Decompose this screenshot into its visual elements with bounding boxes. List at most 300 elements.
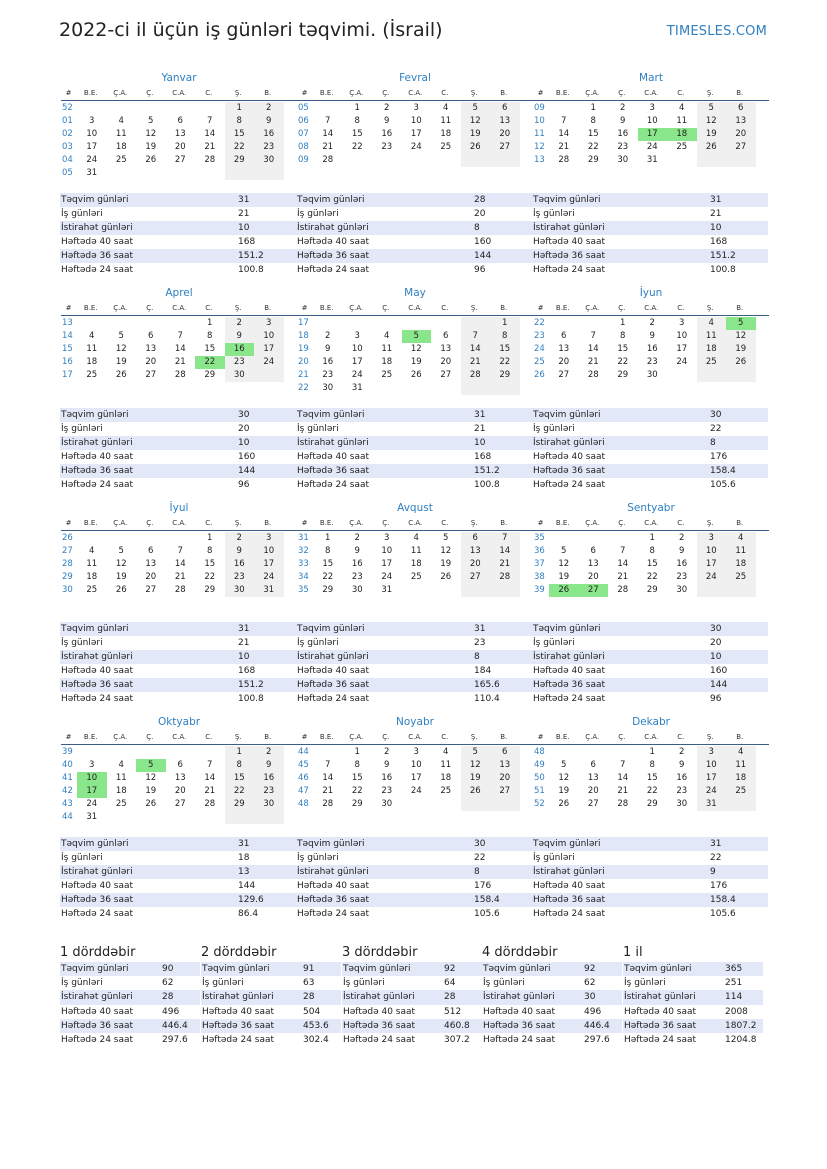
day-cell: 19 <box>697 128 727 141</box>
day-cell: 15 <box>587 129 599 139</box>
day-cell: 20 <box>490 772 520 785</box>
weekday-header-row <box>61 730 297 745</box>
day-cell: 13 <box>145 344 157 354</box>
day-cell: 12 <box>145 773 157 783</box>
stat-label: İstirahət günləri <box>297 652 369 662</box>
day-cell: 17 <box>381 559 393 569</box>
day-cell: 22 <box>204 572 216 582</box>
week-row <box>297 330 533 343</box>
day-cell: 30 <box>322 383 334 393</box>
weekday-header: B.E. <box>555 89 570 97</box>
day-cell: 2 <box>679 747 685 757</box>
stat-value: 10 <box>474 438 486 448</box>
day-cell: 15 <box>204 559 216 569</box>
day-cell <box>254 811 284 824</box>
stat-label: Həftədə 40 saat <box>533 666 606 676</box>
day-cell: 31 <box>351 383 363 393</box>
day-cell <box>136 102 166 115</box>
month-name: Dekabr <box>632 716 670 728</box>
week-row <box>61 330 297 343</box>
stat-label: Həftədə 36 saat <box>61 251 134 261</box>
day-cell: 28 <box>174 370 186 380</box>
day-cell <box>166 746 196 759</box>
stat-label: Həftədə 24 saat <box>61 265 134 275</box>
stat-label: Həftədə 36 saat <box>297 895 370 905</box>
week-number: 52 <box>62 103 73 113</box>
day-cell <box>726 584 756 597</box>
weekday-header-row <box>297 730 533 745</box>
day-cell: 5 <box>461 746 491 759</box>
summary-row <box>482 976 622 990</box>
day-cell <box>549 317 579 330</box>
week-number-header: # <box>537 519 544 527</box>
day-cell: 16 <box>322 357 334 367</box>
day-cell: 26 <box>145 155 157 165</box>
week-row <box>297 785 533 798</box>
day-cell: 6 <box>177 760 183 770</box>
weekday-header: C. <box>205 733 213 741</box>
summary-value: 446.4 <box>584 1020 610 1031</box>
day-cell: 19 <box>558 786 570 796</box>
day-cell: 23 <box>617 142 629 152</box>
stat-label: Həftədə 24 saat <box>533 265 606 275</box>
week-number: 33 <box>298 559 309 569</box>
week-row <box>533 759 769 772</box>
stat-value: 8 <box>474 223 480 233</box>
day-cell <box>461 317 491 330</box>
day-cell: 6 <box>490 102 520 115</box>
week-number: 51 <box>534 786 545 796</box>
day-cell: 16 <box>254 772 284 785</box>
weekday-header: B.E. <box>555 304 570 312</box>
day-cell <box>402 317 432 330</box>
day-cell: 9 <box>254 115 284 128</box>
stat-row <box>296 650 532 664</box>
day-cell: 17 <box>77 785 107 798</box>
day-cell: 14 <box>174 559 186 569</box>
week-number: 19 <box>298 344 309 354</box>
stat-label: Həftədə 40 saat <box>61 881 134 891</box>
stat-label: İş günləri <box>297 209 339 219</box>
day-cell: 8 <box>207 546 213 556</box>
day-cell: 25 <box>726 571 756 584</box>
day-cell: 29 <box>322 585 334 595</box>
day-cell: 9 <box>384 116 390 126</box>
day-cell <box>107 746 137 759</box>
stat-value: 30 <box>474 839 486 849</box>
weekday-header: B. <box>736 733 744 741</box>
stat-value: 21 <box>238 209 250 219</box>
day-cell: 18 <box>440 129 452 139</box>
weekday-header: Ş. <box>470 519 478 527</box>
week-row <box>61 141 297 154</box>
stat-label: Təqvim günləri <box>297 624 365 634</box>
stat-row <box>296 865 532 879</box>
day-cell <box>697 154 727 167</box>
day-cell: 1 <box>649 747 655 757</box>
stat-value: 13 <box>238 867 250 877</box>
stat-value: 100.8 <box>710 265 736 275</box>
month-name: İyul <box>169 502 189 514</box>
stat-row <box>532 692 768 706</box>
week-row <box>297 759 533 772</box>
day-cell: 6 <box>490 746 520 759</box>
week-number: 35 <box>534 533 545 543</box>
stat-value: 96 <box>474 265 486 275</box>
day-cell: 22 <box>351 142 363 152</box>
day-cell: 16 <box>351 559 363 569</box>
stat-row <box>532 249 768 263</box>
day-cell: 25 <box>697 356 727 369</box>
day-cell: 14 <box>204 129 216 139</box>
stat-value: 86.4 <box>238 909 259 919</box>
summary-value: 446.4 <box>162 1020 188 1031</box>
stat-value: 110.4 <box>474 694 500 704</box>
day-cell: 23 <box>676 786 688 796</box>
summary-title: 1 dörddəbir <box>60 945 136 960</box>
day-cell: 31 <box>254 584 284 597</box>
day-cell: 28 <box>322 155 334 165</box>
stat-row <box>296 221 532 235</box>
weekday-header: B.E. <box>83 733 98 741</box>
stat-value: 31 <box>238 839 250 849</box>
weekday-header: C.A. <box>644 733 659 741</box>
day-cell: 17 <box>410 129 422 139</box>
day-cell: 9 <box>679 546 685 556</box>
stat-row <box>296 879 532 893</box>
week-row <box>61 811 297 824</box>
day-cell <box>608 532 638 545</box>
day-cell: 29 <box>204 370 216 380</box>
day-cell: 3 <box>254 317 284 330</box>
summary-value: 504 <box>303 1006 321 1017</box>
week-number: 03 <box>62 142 73 152</box>
day-cell <box>579 746 609 759</box>
day-cell <box>697 584 727 597</box>
day-cell: 16 <box>381 129 393 139</box>
stat-label: Həftədə 36 saat <box>297 680 370 690</box>
day-cell: 18 <box>115 786 127 796</box>
stat-label: Həftədə 24 saat <box>297 265 370 275</box>
week-number: 34 <box>298 572 309 582</box>
month-name: Avqust <box>397 502 433 514</box>
stat-label: İstirahət günləri <box>61 438 133 448</box>
day-cell: 6 <box>177 116 183 126</box>
week-number: 48 <box>298 799 309 809</box>
day-cell: 21 <box>490 558 520 571</box>
day-cell <box>431 382 461 395</box>
stat-row <box>532 893 768 907</box>
day-cell: 23 <box>322 370 334 380</box>
summary-label: İş günləri <box>343 978 385 989</box>
stat-value: 10 <box>710 223 722 233</box>
stat-row <box>60 478 296 492</box>
day-cell: 5 <box>697 102 727 115</box>
day-cell <box>431 154 461 167</box>
stat-row <box>296 263 532 277</box>
day-cell: 24 <box>410 786 422 796</box>
day-cell <box>402 798 432 811</box>
stat-row <box>296 636 532 650</box>
stat-value: 176 <box>710 881 728 891</box>
summary-value: 114 <box>725 992 743 1003</box>
day-cell: 10 <box>86 129 98 139</box>
day-cell: 29 <box>351 799 363 809</box>
stat-row <box>60 622 296 636</box>
stat-row <box>532 263 768 277</box>
summary-value: 91 <box>303 964 315 974</box>
summary-row <box>482 1019 622 1033</box>
day-cell: 10 <box>697 545 727 558</box>
day-cell: 3 <box>649 103 655 113</box>
day-cell: 12 <box>726 330 756 343</box>
month-name: Aprel <box>165 287 193 299</box>
summary-value: 496 <box>162 1006 180 1017</box>
day-cell <box>136 811 166 824</box>
day-cell: 15 <box>351 129 363 139</box>
summary-label: Həftədə 40 saat <box>343 1006 416 1017</box>
day-cell: 25 <box>381 370 393 380</box>
day-cell: 29 <box>646 585 658 595</box>
week-row <box>297 115 533 128</box>
stat-row <box>60 263 296 277</box>
day-cell: 5 <box>726 317 756 330</box>
week-number: 17 <box>62 370 73 380</box>
stat-label: Təqvim günləri <box>297 839 365 849</box>
stat-value: 18 <box>238 853 250 863</box>
week-row <box>533 356 769 369</box>
day-cell: 25 <box>726 785 756 798</box>
summary-value: 92 <box>444 964 456 974</box>
day-cell: 19 <box>115 572 127 582</box>
week-number: 12 <box>534 142 545 152</box>
day-cell: 17 <box>697 772 727 785</box>
week-row <box>61 772 297 785</box>
day-cell: 4 <box>118 116 124 126</box>
day-cell <box>107 532 137 545</box>
weekday-header: C. <box>441 519 449 527</box>
summary-title: 4 dörddəbir <box>482 945 558 960</box>
day-cell: 8 <box>225 759 255 772</box>
day-cell: 18 <box>381 357 393 367</box>
weekday-header: B.E. <box>83 519 98 527</box>
summary-row <box>201 976 341 990</box>
day-cell: 12 <box>558 559 570 569</box>
weekday-header: Ç.A. <box>585 733 600 741</box>
day-cell: 17 <box>410 773 422 783</box>
weekday-header: Ş. <box>706 733 714 741</box>
day-cell: 8 <box>325 546 331 556</box>
weekday-header: C.A. <box>172 89 187 97</box>
day-cell: 24 <box>86 155 98 165</box>
stat-label: İş günləri <box>61 424 103 434</box>
stat-value: 30 <box>710 624 722 634</box>
stat-row <box>532 221 768 235</box>
week-number: 30 <box>62 585 73 595</box>
day-cell <box>490 798 520 811</box>
stat-value: 144 <box>238 466 256 476</box>
stat-row <box>60 450 296 464</box>
weekday-header: C. <box>205 519 213 527</box>
weekday-header: Ç. <box>146 89 154 97</box>
summary-row <box>60 976 200 990</box>
day-cell: 13 <box>490 759 520 772</box>
month-stats <box>532 837 768 921</box>
day-cell: 23 <box>225 571 255 584</box>
day-cell: 9 <box>384 760 390 770</box>
summary-row <box>623 962 763 976</box>
summary-value: 92 <box>584 964 596 974</box>
week-row <box>533 343 769 356</box>
week-number: 26 <box>534 370 545 380</box>
day-cell: 18 <box>667 128 697 141</box>
week-number: 38 <box>534 572 545 582</box>
week-number: 13 <box>62 318 73 328</box>
day-cell: 27 <box>145 370 157 380</box>
summary-row <box>60 962 200 976</box>
summary-label: Həftədə 24 saat <box>61 1034 134 1045</box>
week-row <box>533 317 769 330</box>
stat-value: 176 <box>710 452 728 462</box>
stat-label: Təqvim günləri <box>533 839 601 849</box>
stat-label: İstirahət günləri <box>533 223 605 233</box>
month-calendar <box>61 70 297 180</box>
summary-value: 1204.8 <box>725 1034 757 1045</box>
day-cell <box>402 584 432 597</box>
weekday-header: Ç.A. <box>585 519 600 527</box>
day-cell: 4 <box>384 331 390 341</box>
day-cell: 15 <box>646 773 658 783</box>
stat-row <box>296 907 532 921</box>
day-cell: 20 <box>558 357 570 367</box>
month-name: Noyabr <box>396 716 434 728</box>
day-cell: 1 <box>354 747 360 757</box>
stat-value: 31 <box>238 624 250 634</box>
day-cell: 17 <box>638 128 668 141</box>
day-cell: 21 <box>617 786 629 796</box>
day-cell: 16 <box>381 773 393 783</box>
day-cell <box>254 369 284 382</box>
stat-value: 144 <box>710 680 728 690</box>
week-row <box>297 102 533 115</box>
day-cell: 18 <box>86 357 98 367</box>
week-number: 06 <box>298 116 309 126</box>
day-cell <box>461 154 491 167</box>
summary-block <box>342 944 482 1047</box>
stat-value: 176 <box>474 881 492 891</box>
week-number: 20 <box>298 357 309 367</box>
day-cell: 26 <box>461 141 491 154</box>
weekday-header: B.E. <box>83 89 98 97</box>
weekday-header: C. <box>205 89 213 97</box>
day-cell: 7 <box>461 330 491 343</box>
day-cell: 12 <box>697 115 727 128</box>
day-cell: 6 <box>590 760 596 770</box>
weekday-header: C.A. <box>172 304 187 312</box>
weekday-header-row <box>533 301 769 316</box>
summary-value: 302.4 <box>303 1034 329 1045</box>
day-cell: 21 <box>322 142 334 152</box>
stat-row <box>60 207 296 221</box>
day-cell: 28 <box>322 799 334 809</box>
stat-row <box>532 837 768 851</box>
day-cell: 6 <box>148 331 154 341</box>
day-cell <box>107 167 137 180</box>
summary-value: 28 <box>444 992 456 1003</box>
day-cell: 20 <box>490 128 520 141</box>
week-number: 17 <box>298 318 309 328</box>
summary-value: 307.2 <box>444 1034 470 1045</box>
day-cell: 16 <box>676 559 688 569</box>
summary-value: 1807.2 <box>725 1020 757 1031</box>
stat-label: İş günləri <box>61 209 103 219</box>
stat-label: Təqvim günləri <box>61 624 129 634</box>
weekday-header: C. <box>677 733 685 741</box>
stat-value: 31 <box>474 410 486 420</box>
day-cell: 18 <box>410 559 422 569</box>
weekday-header: B.E. <box>319 519 334 527</box>
month-stats <box>296 837 532 921</box>
day-cell <box>166 811 196 824</box>
summary-row <box>623 1033 763 1047</box>
month-calendar <box>297 714 533 811</box>
summary-label: Təqvim günləri <box>624 964 692 974</box>
day-cell: 24 <box>351 370 363 380</box>
stat-label: Həftədə 24 saat <box>61 480 134 490</box>
stat-value: 100.8 <box>238 265 264 275</box>
day-cell <box>461 584 491 597</box>
summary-label: Həftədə 24 saat <box>343 1034 416 1045</box>
week-number: 46 <box>298 773 309 783</box>
stat-value: 30 <box>710 410 722 420</box>
summary-row <box>623 1019 763 1033</box>
day-cell: 11 <box>676 116 688 126</box>
day-cell: 4 <box>118 760 124 770</box>
day-cell: 19 <box>461 772 491 785</box>
day-cell: 27 <box>490 141 520 154</box>
stat-row <box>296 464 532 478</box>
week-row <box>533 798 769 811</box>
day-cell: 11 <box>440 116 452 126</box>
day-cell <box>195 811 225 824</box>
stat-row <box>296 450 532 464</box>
day-cell: 10 <box>676 331 688 341</box>
day-cell: 8 <box>354 116 360 126</box>
stat-row <box>60 221 296 235</box>
weekday-header-row <box>533 516 769 531</box>
stat-label: İş günləri <box>61 638 103 648</box>
day-cell: 28 <box>617 799 629 809</box>
stat-label: Həftədə 40 saat <box>61 666 134 676</box>
week-number-header: # <box>65 733 72 741</box>
day-cell: 16 <box>617 129 629 139</box>
day-cell: 16 <box>225 558 255 571</box>
day-cell: 5 <box>561 760 567 770</box>
month-calendar <box>533 714 769 811</box>
weekday-header: B. <box>500 89 508 97</box>
day-cell: 11 <box>697 330 727 343</box>
day-cell: 16 <box>676 773 688 783</box>
day-cell: 13 <box>174 773 186 783</box>
summary-label: İş günləri <box>202 978 244 989</box>
month-calendar <box>61 714 297 824</box>
day-cell: 9 <box>254 759 284 772</box>
day-cell: 13 <box>587 559 599 569</box>
stat-label: İstirahət günləri <box>533 438 605 448</box>
stat-value: 96 <box>710 694 722 704</box>
stat-value: 105.6 <box>710 909 736 919</box>
brand-link[interactable]: TIMESLES.COM <box>666 24 767 39</box>
